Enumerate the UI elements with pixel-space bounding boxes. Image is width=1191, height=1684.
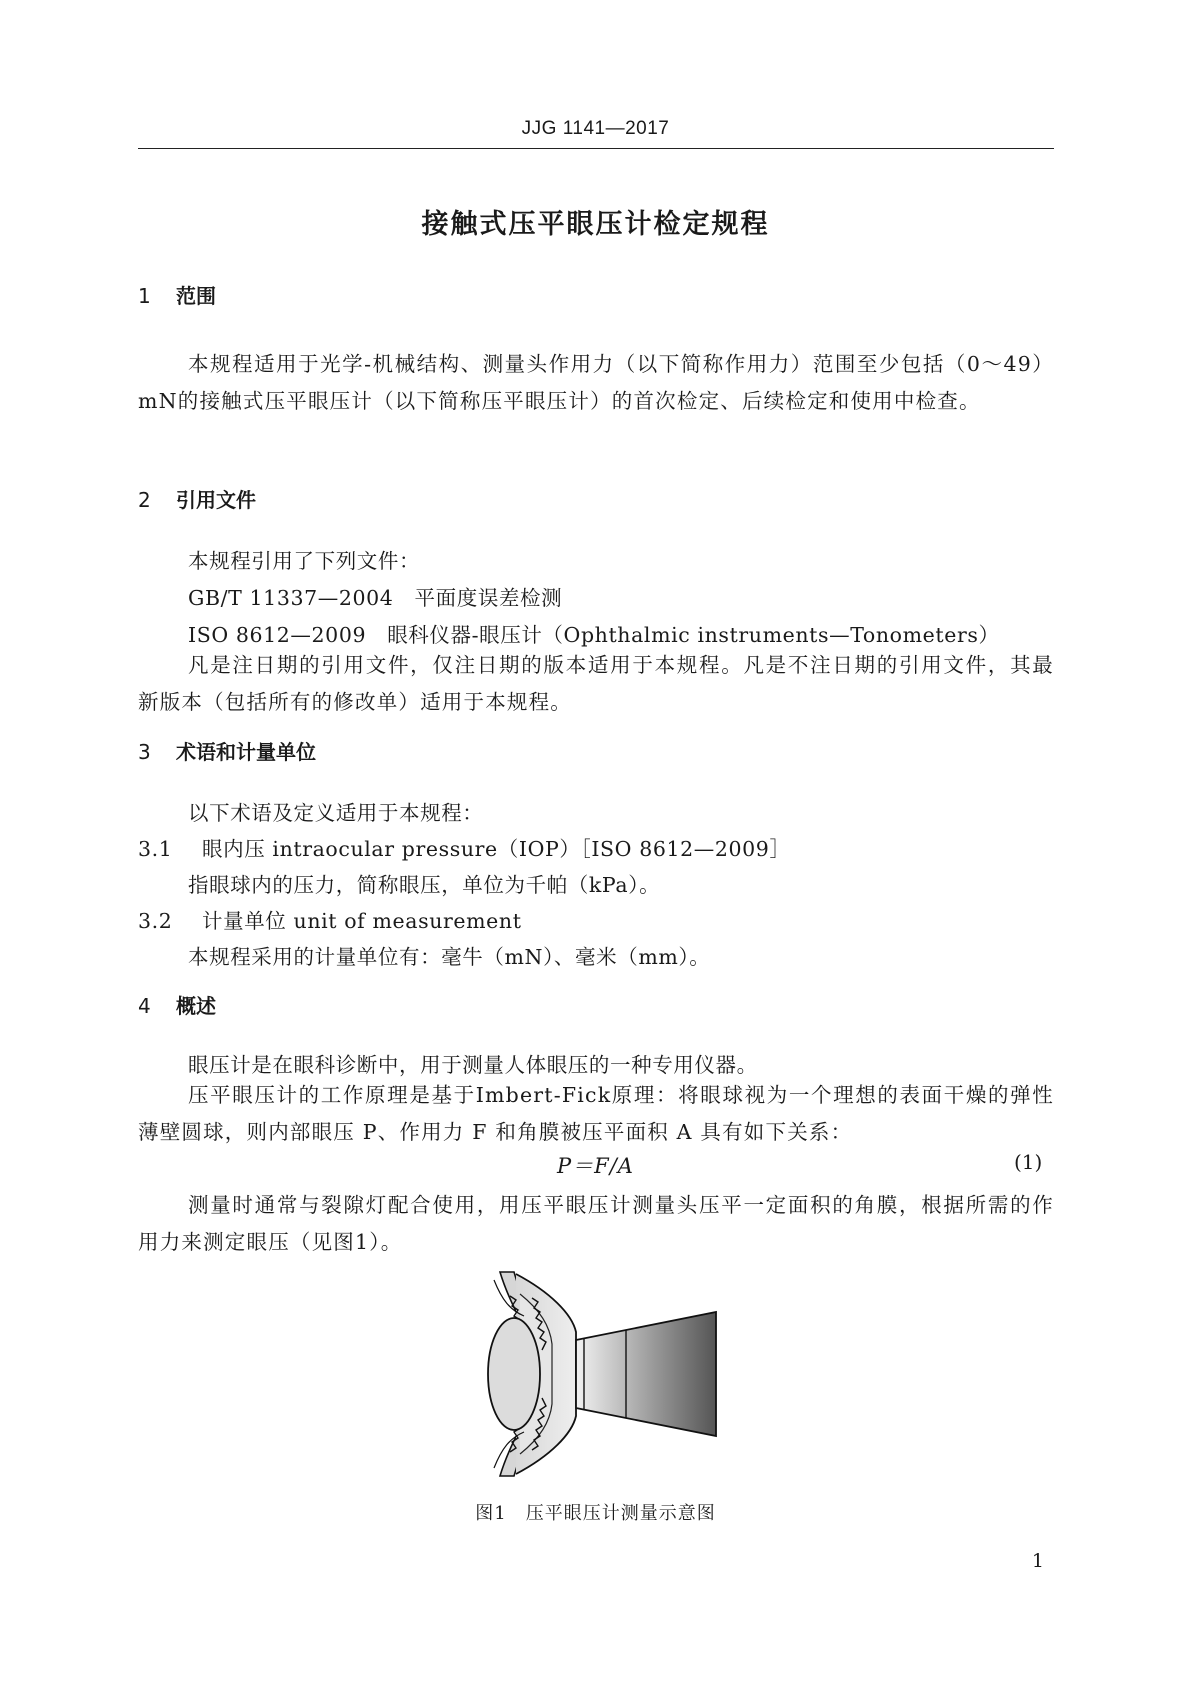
section-2-intro: 本规程引用了下列文件： <box>188 549 421 573</box>
tonometer-diagram-svg <box>480 1270 720 1478</box>
header-rule <box>138 148 1054 149</box>
section-4-number: 4 <box>138 994 151 1018</box>
lens <box>488 1318 540 1430</box>
reference-iso-8612: ISO 8612—2009 眼科仪器-眼压计（Ophthalmic instruments—Tonometers） <box>188 623 1000 647</box>
term-3-1-number: 3.1 <box>138 837 173 861</box>
section-4-paragraph-1: 眼压计是在眼科诊断中，用于测量人体眼压的一种专用仪器。 <box>188 1053 758 1077</box>
section-3-heading <box>138 736 316 765</box>
section-3-number: 3 <box>138 740 151 764</box>
section-4-heading <box>138 990 216 1019</box>
formula-imbert-fick: P＝F/A <box>557 1154 634 1178</box>
term-3-1 <box>138 832 791 862</box>
term-3-2-term: 计量单位 unit of measurement <box>202 909 522 933</box>
term-3-1-definition: 指眼球内的压力，简称眼压，单位为千帕（kPa）。 <box>188 873 661 897</box>
term-3-2-number: 3.2 <box>138 909 173 933</box>
term-3-2-definition: 本规程采用的计量单位有：毫牛（mN）、毫米（mm）。 <box>188 945 711 969</box>
standard-code-header: JJG 1141—2017 <box>521 118 670 139</box>
document-title: 接触式压平眼压计检定规程 <box>421 209 770 240</box>
section-4-paragraph-3: 测量时通常与裂隙灯配合使用，用压平眼压计测量头压平一定面积的角膜，根据所需的作用力来测定眼压（见图1）。 <box>138 1193 1054 1254</box>
section-1-title: 范围 <box>176 284 216 308</box>
term-3-1-term: 眼内压 intraocular pressure（IOP）［ISO 8612—2009］ <box>202 837 791 861</box>
section-2-title: 引用文件 <box>176 488 256 512</box>
section-1-number: 1 <box>138 284 151 308</box>
section-2-paragraph: 凡是注日期的引用文件，仅注日期的版本适用于本规程。凡是不注日期的引用文件，其最新版本（包括所有的修改单）适用于本规程。 <box>138 653 1054 714</box>
section-2-number: 2 <box>138 488 151 512</box>
section-4-paragraph-2: 压平眼压计的工作原理是基于Imbert-Fick原理：将眼球视为一个理想的表面干燥的弹性薄壁圆球，则内部眼压 P、作用力 F 和角膜被压平面积 A 具有如下关系： <box>138 1083 1054 1144</box>
section-1-paragraph: 本规程适用于光学-机械结构、测量头作用力（以下简称作用力）范围至少包括（0～49）mN的接触式压平眼压计（以下简称压平眼压计）的首次检定、后续检定和使用中检查。 <box>138 352 1054 413</box>
reference-gb-t-11337: GB/T 11337—2004 平面度误差检测 <box>188 586 563 610</box>
page-number: 1 <box>1031 1550 1044 1572</box>
section-1-heading <box>138 280 216 309</box>
section-3-intro: 以下术语及定义适用于本规程： <box>188 801 484 825</box>
tonometer-measurement-diagram <box>480 1270 720 1478</box>
section-3-title: 术语和计量单位 <box>176 740 316 764</box>
tonometer-probe <box>576 1312 716 1436</box>
term-3-2 <box>138 904 522 934</box>
equation-number: (1) <box>1014 1150 1043 1174</box>
section-4-title: 概述 <box>176 994 216 1018</box>
section-2-heading <box>138 484 256 513</box>
figure-1-caption: 图1 压平眼压计测量示意图 <box>475 1503 716 1524</box>
